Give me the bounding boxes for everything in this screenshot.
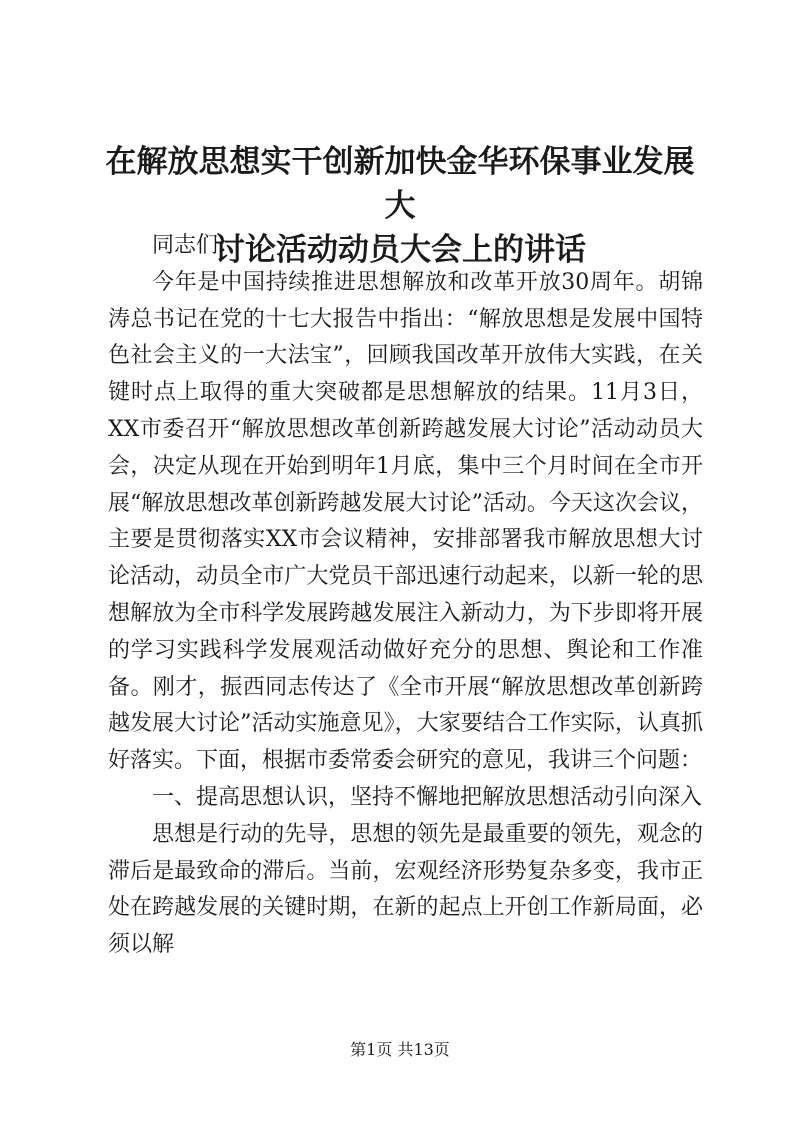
title-line-1: 在解放思想实干创新加快金华环保事业发展大: [105, 144, 695, 224]
greeting: 同志们：: [152, 233, 241, 258]
paragraph-intro: 今年是中国持续推进思想解放和改革开放30周年。胡锦涛总书记在党的十七大报告中指出：“解放思想是发展中国特色社会主义的一大法宝”，回顾我国改革开放伟大实践，在关键时点上取得的重大突破都是思想解放的结果。11月3日，XX市委召开“解放思想改革创新跨越发展大讨论”活动动员大会，决定从现在开始到明年1月底，集中三个月时间在全市开展“解放思想改革创新跨越发展大讨论”活动。今天这次会议，主要是贯彻落实XX市会议精神，安排部署我市解放思想大讨论活动，动员全市广大党员干部迅速行动起来，以新一轮的思想解放为全市科学发展跨越发展注入新动力，为下步即将开展的学习实践科学发展观活动做好充分的思想、舆论和工作准备。刚才，振西同志传达了《全市开展“解放思想改革创新跨越发展大讨论”活动实施意见》，大家要结合工作实际，认真抓好落实。下面，根据市委常委会研究的意见，我讲三个问题：: [108, 269, 703, 774]
page-footer: 第1页 共13页: [350, 1040, 450, 1059]
document-body: [108, 228, 703, 964]
title-line-2: 讨论活动动员大会上的讲话: [214, 232, 586, 268]
section-heading-1: 一、提高思想认识，坚持不懈地把解放思想活动引向深入: [152, 784, 703, 810]
paragraph-section-1: 思想是行动的先导，思想的领先是最重要的领先，观念的滞后是最致命的滞后。当前，宏观经济形势复杂多变，我市正处在跨越发展的关键时期，在新的起点上开创工作新局面，必须以解: [108, 821, 703, 958]
